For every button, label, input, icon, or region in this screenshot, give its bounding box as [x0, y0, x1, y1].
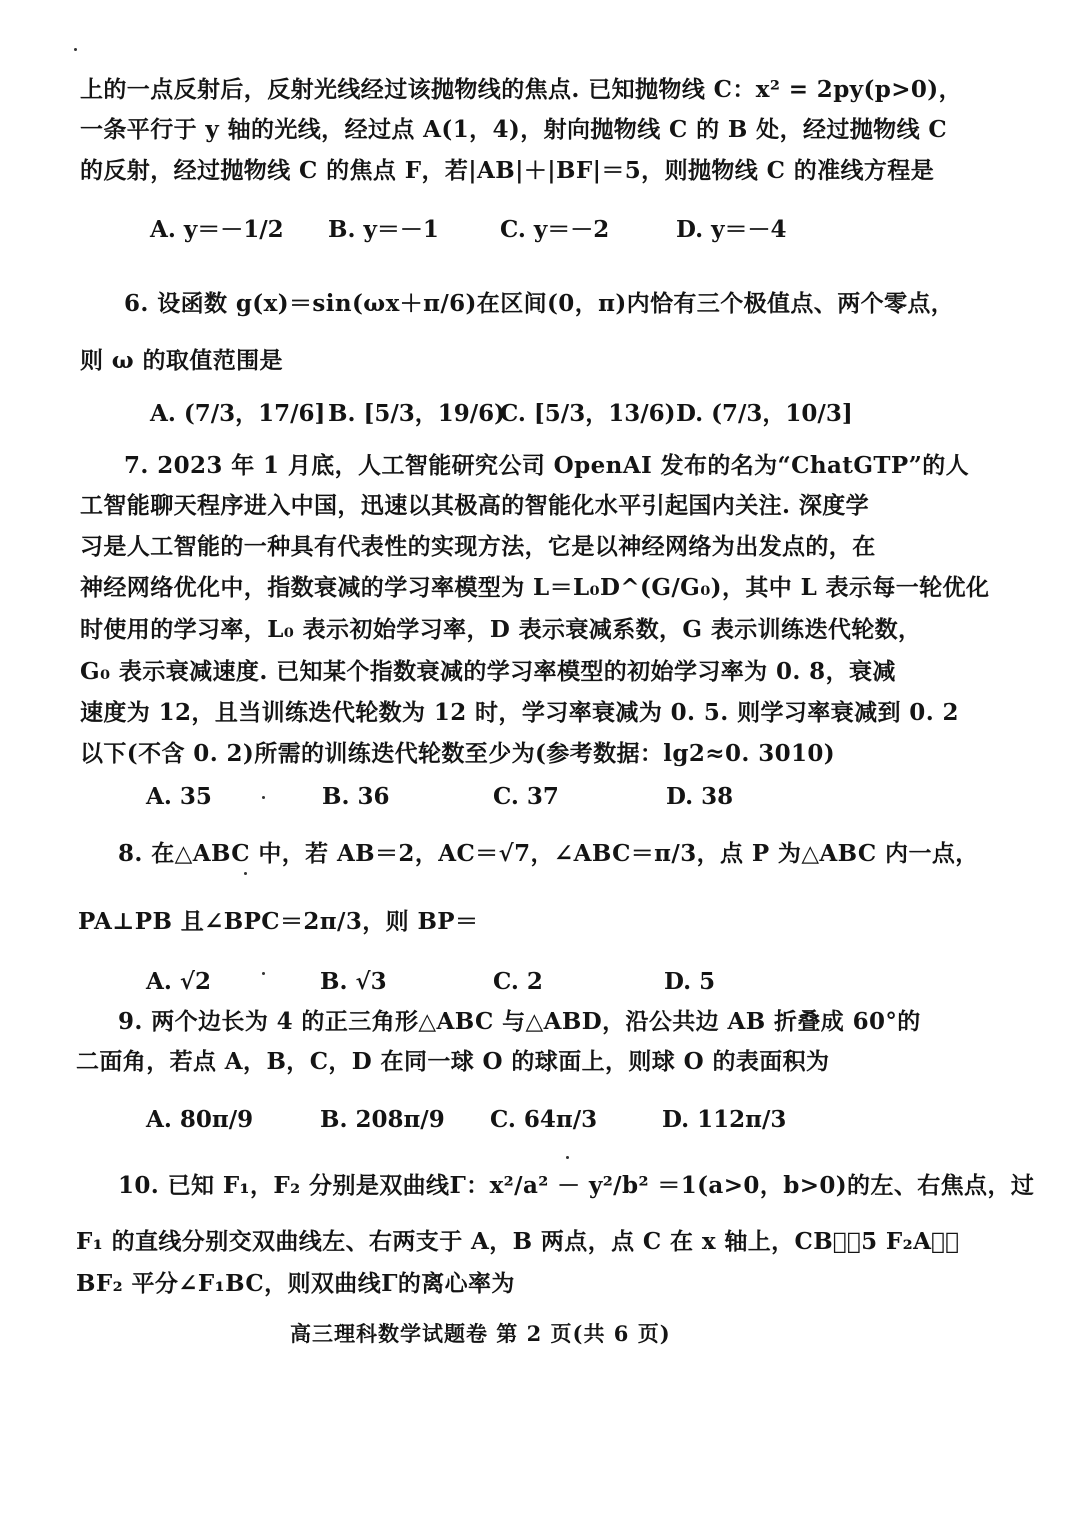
q8-option-b: B. √3 — [320, 968, 387, 995]
q8-option-a: A. √2 — [146, 968, 211, 995]
q7-option-d: D. 38 — [666, 783, 734, 810]
scan-speck — [74, 48, 77, 51]
scan-speck — [244, 872, 247, 875]
q5-line-2: 一条平行于 y 轴的光线，经过点 A(1，4)，射向抛物线 C 的 B 处，经过抛物线 C — [80, 116, 948, 143]
scan-speck — [262, 796, 265, 799]
q8-line-1: 8. 在△ABC 中，若 AB＝2，AC＝√7，∠ABC＝π/3，点 P 为△ABC 内一点， — [118, 840, 979, 867]
q8-option-c: C. 2 — [493, 968, 543, 995]
q7-line-1: 7. 2023 年 1 月底，人工智能研究公司 OpenAI 发布的名为“ChatGTP”的人 — [124, 452, 970, 479]
q9-option-d: D. 112π/3 — [662, 1106, 787, 1133]
q10-line-2: F₁ 的直线分别交双曲线左、右两支于 A，B 两点，点 C 在 x 轴上，CB⃗＝5 F₂A⃗， — [76, 1228, 960, 1255]
q7-option-a: A. 35 — [146, 783, 212, 810]
q6-option-d: D. (7/3，10/3] — [676, 400, 853, 427]
q6-option-c: C. [5/3，13/6) — [500, 400, 676, 427]
scan-speck — [262, 972, 265, 975]
q5-option-c: C. y＝－2 — [500, 216, 610, 243]
q7-line-6: G₀ 表示衰减速度. 已知某个指数衰减的学习率模型的初始学习率为 0. 8，衰减 — [80, 658, 896, 685]
q5-option-a: A. y＝－1/2 — [150, 216, 284, 243]
q7-line-8: 以下(不含 0. 2)所需的训练迭代轮数至少为(参考数据：lg2≈0. 3010) — [80, 740, 836, 767]
q7-line-7: 速度为 12，且当训练迭代轮数为 12 时，学习率衰减为 0. 5. 则学习率衰减到 0. 2 — [80, 699, 959, 726]
q5-option-b: B. y＝－1 — [328, 216, 439, 243]
q9-option-b: B. 208π/9 — [320, 1106, 445, 1133]
q7-line-4: 神经网络优化中，指数衰减的学习率模型为 L＝L₀D^(G/G₀)，其中 L 表示每一轮优化 — [80, 574, 990, 601]
q5-line-1: 上的一点反射后，反射光线经过该抛物线的焦点. 已知抛物线 C：x² = 2py(p>0)， — [80, 76, 962, 103]
q8-line-2: PA⊥PB 且∠BPC＝2π/3，则 BP＝ — [78, 908, 479, 935]
page-footer: 高三理科数学试题卷 第 2 页(共 6 页) — [290, 1321, 671, 1346]
q6-line-1: 6. 设函数 g(x)＝sin(ωx＋π/6)在区间(0，π)内恰有三个极值点、两个零点， — [124, 290, 955, 317]
q8-option-d: D. 5 — [664, 968, 716, 995]
q6-line-2: 则 ω 的取值范围是 — [80, 347, 283, 374]
q6-option-b: B. [5/3，19/6) — [328, 400, 506, 427]
q10-line-3: BF₂ 平分∠F₁BC，则双曲线Γ的离心率为 — [76, 1270, 515, 1297]
q9-line-2: 二面角，若点 A，B，C，D 在同一球 O 的球面上，则球 O 的表面积为 — [76, 1048, 830, 1075]
q7-line-2: 工智能聊天程序进入中国，迅速以其极高的智能化水平引起国内关注. 深度学 — [80, 492, 870, 519]
q6-option-a: A. (7/3，17/6] — [150, 400, 326, 427]
q7-line-5: 时使用的学习率，L₀ 表示初始学习率，D 表示衰减系数，G 表示训练迭代轮数， — [80, 616, 922, 643]
q10-line-1: 10. 已知 F₁，F₂ 分别是双曲线Γ：x²/a² － y²/b² ＝1(a>0，b>0)的左、右焦点，过 — [118, 1172, 1035, 1199]
q9-line-1: 9. 两个边长为 4 的正三角形△ABC 与△ABD，沿公共边 AB 折叠成 60°的 — [118, 1008, 921, 1035]
q5-line-3: 的反射，经过抛物线 C 的焦点 F，若|AB|＋|BF|＝5，则抛物线 C 的准线方程是 — [80, 157, 935, 184]
q7-option-b: B. 36 — [322, 783, 390, 810]
q7-line-3: 习是人工智能的一种具有代表性的实现方法，它是以神经网络为出发点的，在 — [80, 533, 876, 560]
q9-option-c: C. 64π/3 — [490, 1106, 598, 1133]
q9-option-a: A. 80π/9 — [146, 1106, 254, 1133]
q7-option-c: C. 37 — [493, 783, 559, 810]
scan-speck — [566, 1156, 569, 1159]
q5-option-d: D. y＝－4 — [676, 216, 787, 243]
